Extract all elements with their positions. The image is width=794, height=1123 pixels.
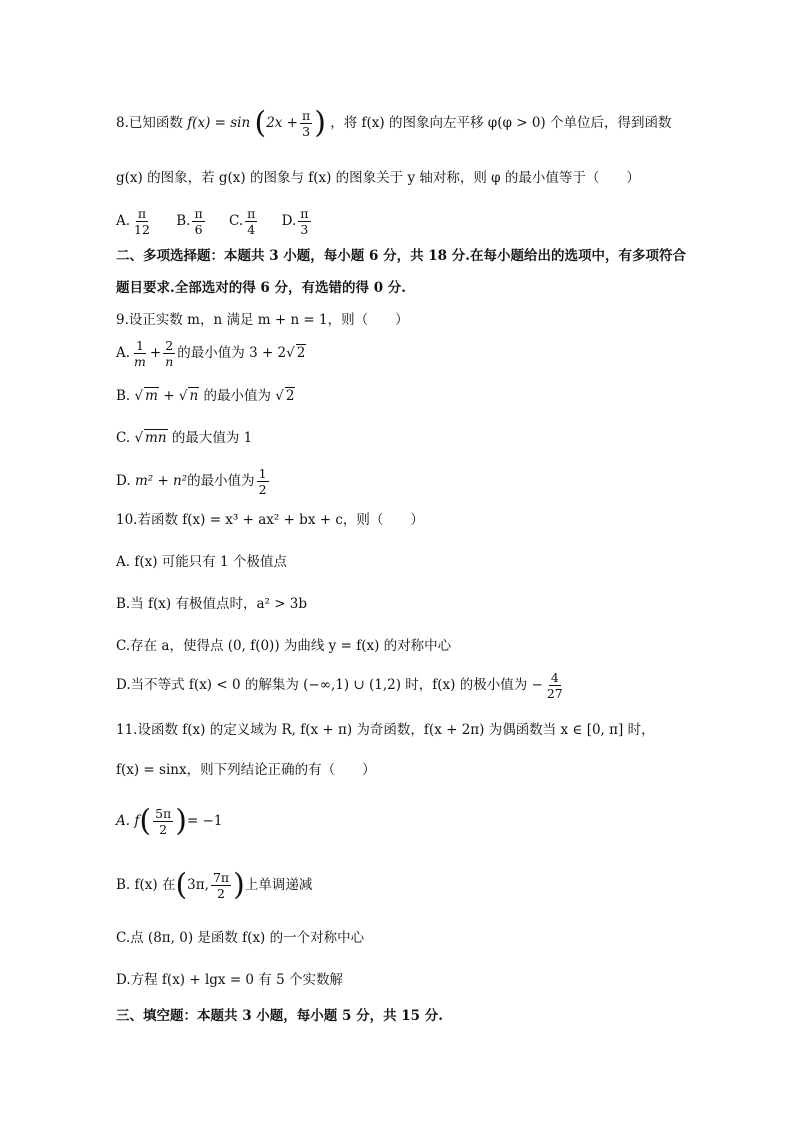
q9-b-plus: + [158, 388, 179, 404]
q8-option-a-frac [132, 206, 152, 237]
q11-b-num: 7π [212, 870, 230, 885]
q9-a-sqrt: 2 [296, 345, 306, 361]
q10-option-a: A. f(x) 可能只有 1 个极值点 [116, 554, 287, 570]
q8-option-a [116, 206, 154, 237]
q11-line2: f(x) = sinx，则下列结论正确的有（ ） [116, 762, 376, 778]
q9-b-sqrt-sign3: √ [275, 388, 284, 404]
q8-option-c-frac [245, 206, 257, 237]
q9-b-sqrt1: m [145, 388, 158, 404]
q8-inner: 2x + [266, 115, 298, 131]
q8-line2-text: g(x) 的图象，若 g(x) 的图象与 f(x) 的图象关于 y 轴对称，则 φ 的最小值等于（ ） [116, 170, 640, 186]
q11-b-frac [211, 870, 231, 901]
q11-b-den: 2 [217, 886, 225, 901]
q9-d-label: D. [116, 473, 131, 489]
section2-line2: 题目要求.全部选对的得 6 分，有选错的得 0 分. [116, 280, 406, 296]
q10-d-text: D.当不等式 f(x) < 0 的解集为 (−∞,1) ∪ (1,2) 时，f(x) 的极小值为 − [116, 677, 543, 693]
q8-option-a-den: 12 [134, 222, 150, 237]
q8-line2 [116, 168, 640, 188]
q9-c-sqrt-sign: √ [134, 430, 144, 446]
q8-option-c-den: 4 [247, 222, 256, 237]
q9-b-label: B. [116, 388, 131, 404]
q8-line1 [116, 105, 672, 141]
q9-a-sqrt-sign: √ [286, 345, 295, 361]
q8-option-c-label: C. [228, 213, 244, 229]
q8-head: 8.已知函数 [116, 115, 183, 131]
q11-b-lparen: ( [175, 867, 188, 903]
q10-stem: 10.若函数 f(x) = x³ + ax² + bx + c，则（ ） [116, 512, 424, 528]
q11-a-lparen: ( [139, 803, 152, 839]
q11-a-rparen: ) [175, 803, 187, 839]
q8-option-a-label: A. [116, 213, 131, 229]
q9-option-d [116, 466, 271, 497]
q11-a-post: = −1 [186, 813, 223, 829]
q9-d-den: 2 [258, 482, 267, 497]
q9-a-frac2-den: n [165, 354, 174, 369]
q8-option-d [282, 206, 313, 237]
q11-a-pre: A. f [116, 813, 140, 829]
q8-option-d-num: π [300, 206, 309, 221]
q10-d-frac [545, 670, 565, 701]
q8-options [116, 206, 331, 237]
q8-pi-den: 3 [302, 124, 311, 139]
q10-d-num: 4 [550, 670, 559, 685]
q10-option-d [116, 670, 567, 701]
q8-option-b-den: 6 [194, 222, 203, 237]
q9-d-num: 1 [258, 466, 267, 481]
q11-a-num: 5π [155, 806, 172, 821]
q9-stem: 9.设正实数 m，n 满足 m + n = 1，则（ ） [116, 312, 409, 328]
q9-b-sqrt2: n [189, 388, 199, 404]
q9-d-expr: m² + n² [134, 473, 188, 489]
q10-option-b: B.当 f(x) 有极值点时，a² > 3b [116, 596, 308, 612]
q11-b-rparen: ) [233, 867, 245, 903]
q9-c-sqrt: mn [145, 430, 167, 446]
section2-line1: 二、多项选择题：本题共 3 小题，每小题 6 分，共 18 分.在每小题给出的选项中，有多项符合 [116, 248, 686, 264]
q9-a-label: A. [116, 345, 131, 361]
q9-a-frac1-den: m [134, 354, 146, 369]
q10-d-den: 27 [546, 686, 563, 701]
q11-option-b [116, 867, 313, 903]
q9-option-b [116, 386, 295, 406]
q9-b-sqrt3: 2 [285, 388, 295, 404]
q8-lparen: ( [254, 105, 267, 141]
q11-line1: 11.设函数 f(x) 的定义域为 R, f(x + π) 为奇函数，f(x + 2π) 为偶函数当 x ∈ [0, π] 时， [116, 722, 655, 738]
q8-option-c-num: π [247, 206, 256, 221]
q9-a-frac1 [132, 338, 148, 369]
q8-option-b [176, 206, 206, 237]
q11-b-inner: 3π, [187, 877, 209, 893]
q8-option-b-label: B. [176, 213, 191, 229]
q9-b-sqrt-sign1: √ [134, 388, 144, 404]
q9-d-frac [257, 466, 269, 497]
section3-line1: 三、填空题：本题共 3 小题，每小题 5 分，共 15 分. [116, 1008, 443, 1024]
q8-option-d-den: 3 [300, 222, 309, 237]
q11-b-post: 上单调递减 [244, 877, 313, 893]
q8-option-b-frac [192, 206, 204, 237]
q10-option-c: C.存在 a，使得点 (0, f(0)) 为曲线 y = f(x) 的对称中心 [116, 638, 452, 654]
q8-option-b-num: π [194, 206, 203, 221]
q9-option-c [116, 428, 252, 448]
q9-d-text: 的最小值为 [187, 473, 255, 489]
q8-rparen: ) [314, 105, 326, 141]
q9-a-text: 的最小值为 3 + 2 [177, 345, 287, 361]
q11-option-a [116, 803, 223, 839]
q11-a-den: 2 [159, 822, 168, 837]
q11-option-c: C.点 (8π, 0) 是函数 f(x) 的一个对称中心 [116, 930, 365, 946]
q9-b-sqrt-sign2: √ [178, 388, 188, 404]
q9-c-label: C. [116, 430, 131, 446]
q9-a-frac2-num: 2 [165, 338, 174, 353]
q9-c-text: 的最大值为 1 [167, 430, 253, 446]
q9-option-a [116, 338, 306, 369]
q11-b-pre: B. f(x) 在 [116, 877, 176, 893]
q8-fx: f(x) = sin [187, 115, 251, 131]
q9-a-frac1-num: 1 [136, 338, 144, 353]
q9-a-plus: + [149, 345, 162, 361]
q8-option-c [229, 206, 259, 237]
q8-option-d-label: D. [281, 213, 297, 229]
q8-option-a-num: π [137, 206, 147, 221]
q11-a-frac [153, 806, 173, 837]
q11-option-d: D.方程 f(x) + lgx = 0 有 5 个实数解 [116, 972, 343, 988]
q9-a-frac2 [163, 338, 175, 369]
q8-pi-num: π [302, 108, 311, 123]
q8-pi-frac [300, 108, 312, 139]
q8-option-d-frac [298, 206, 310, 237]
q9-b-text: 的最小值为 [199, 388, 276, 404]
q8-mid: ，将 f(x) 的图象向左平移 φ(φ > 0) 个单位后，得到函数 [330, 115, 672, 131]
